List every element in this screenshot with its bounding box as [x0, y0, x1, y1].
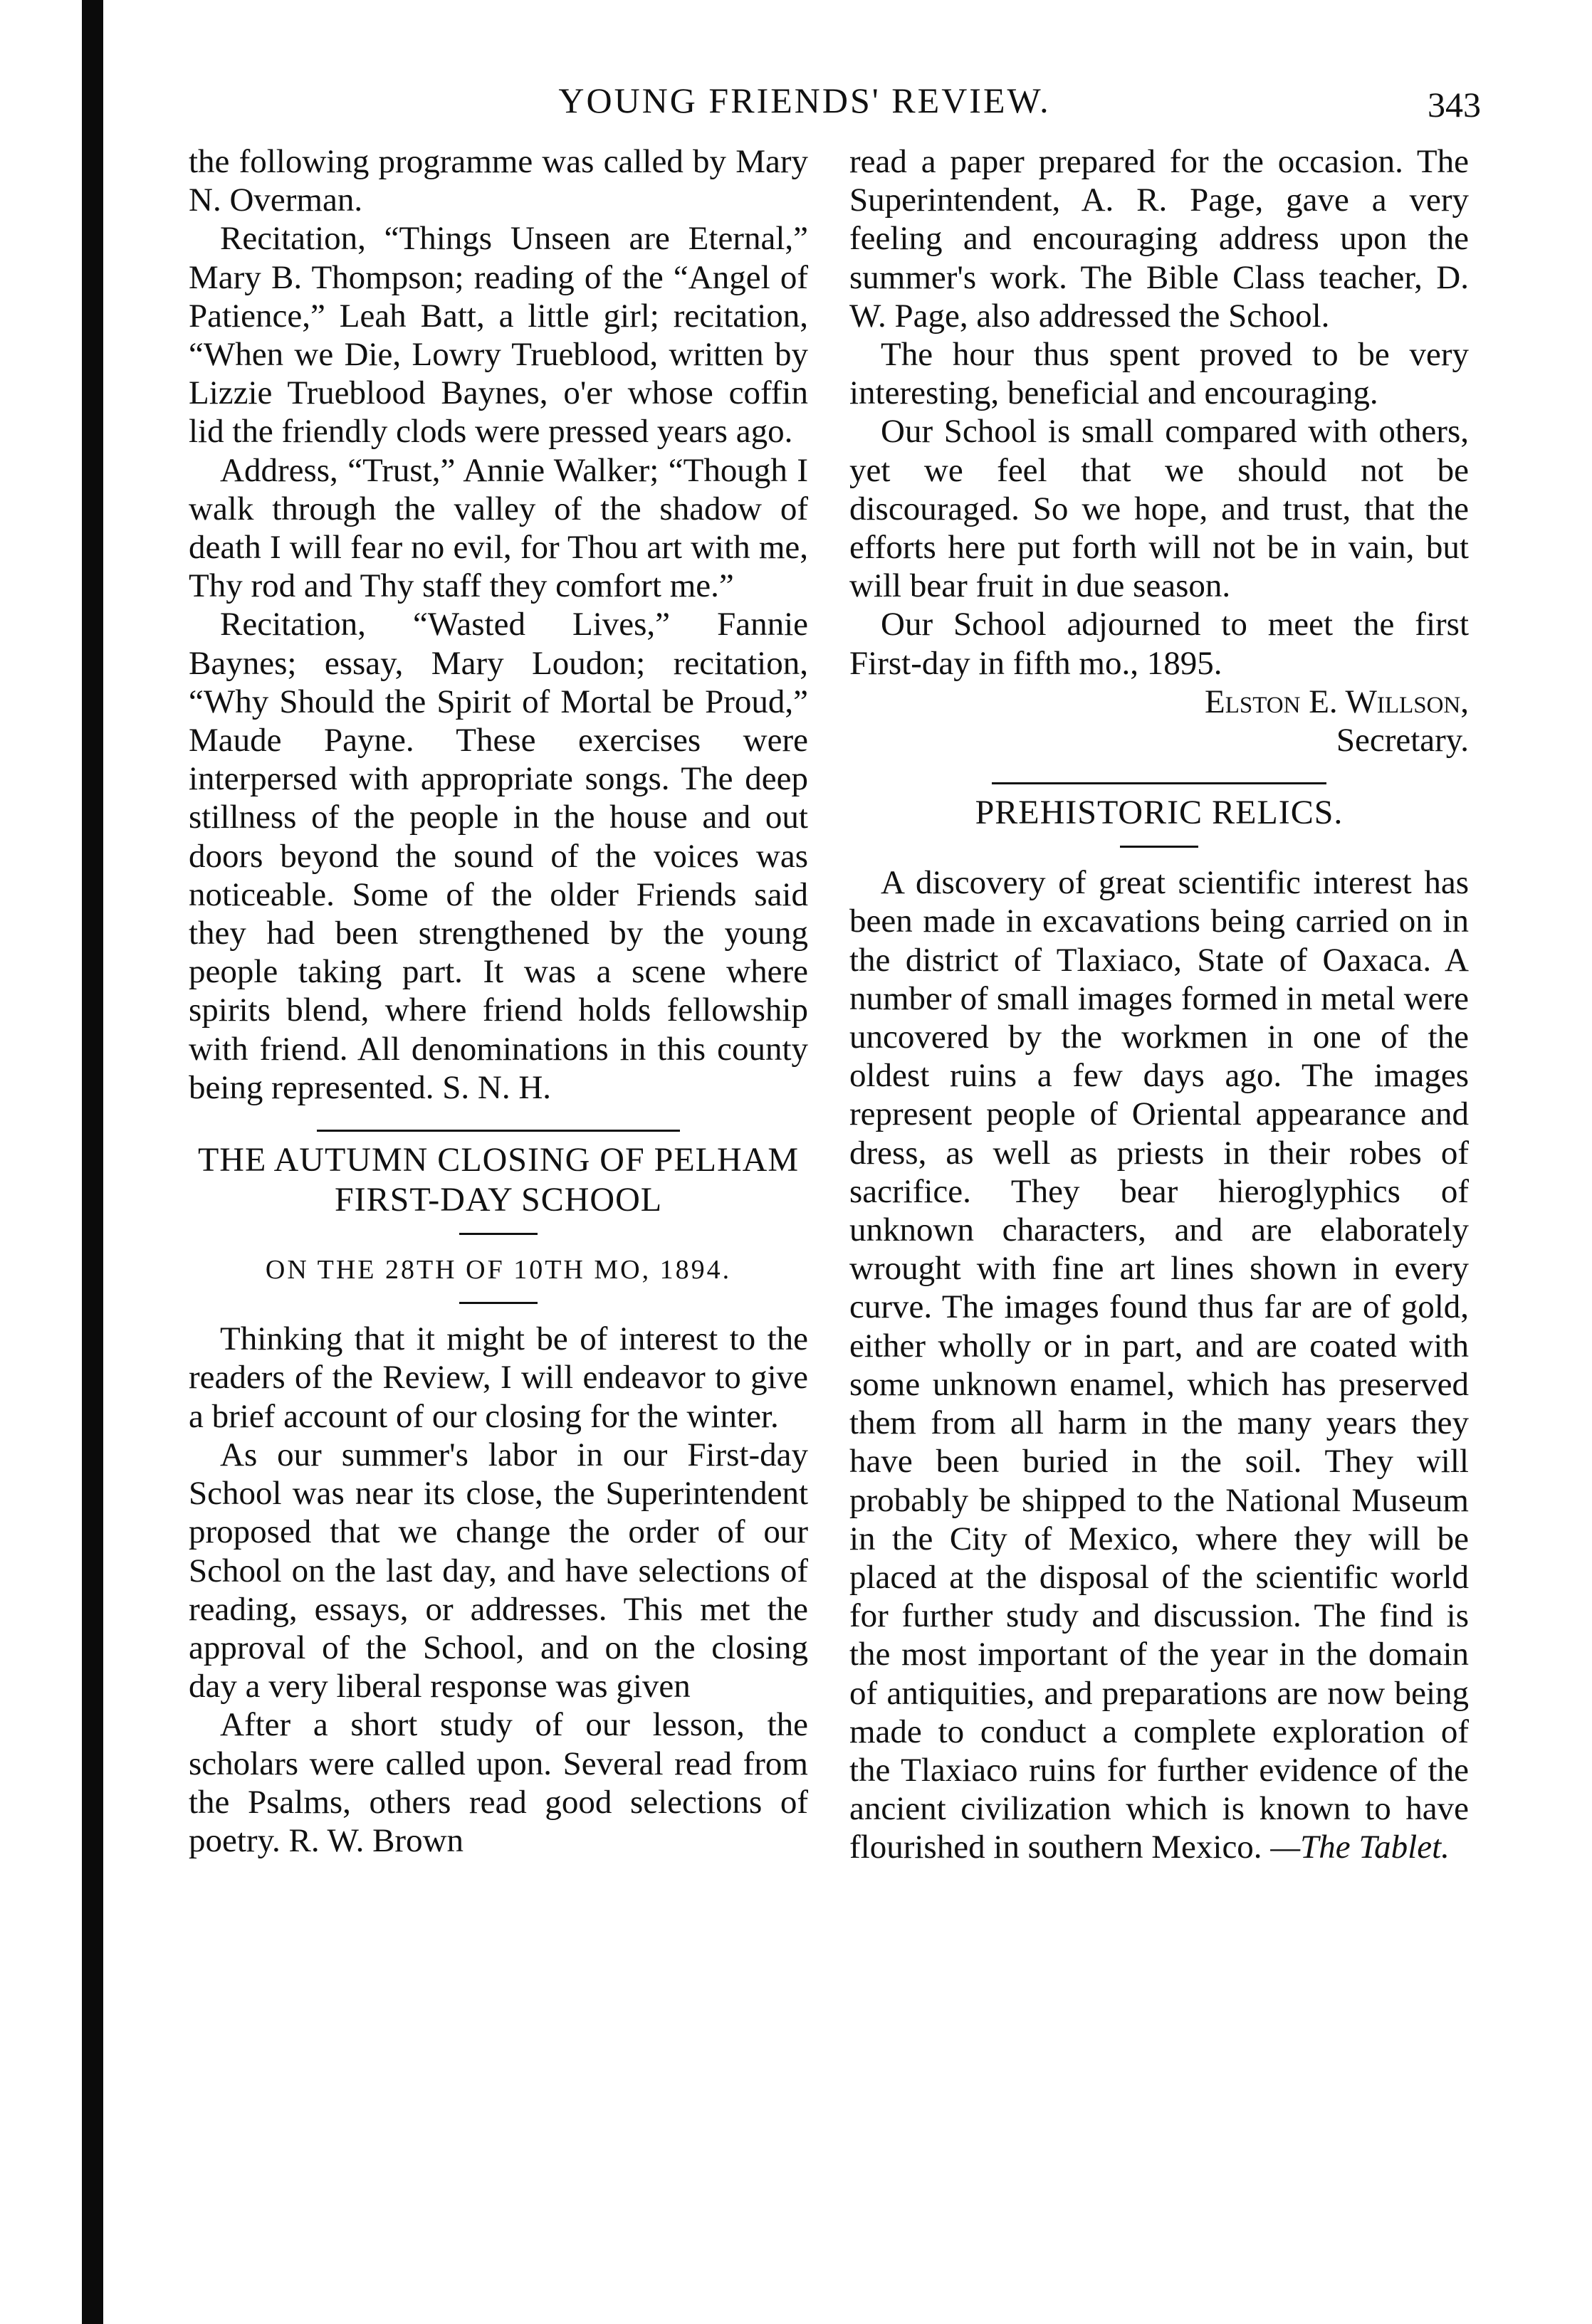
section-divider [992, 782, 1326, 784]
article-title: THE AUTUMN CLOSING OF PELHAM FIRST-DAY SCHOOL [197, 1141, 800, 1219]
paragraph: read a paper prepared for the occasion. The Superintendent, A. R. Page, gave a very feeling and encouraging address upon the summer's work. The Bible Class teacher, D. W. Page, also addressed the School. [849, 143, 1469, 335]
signature-name: Elston E. Willson, [1205, 683, 1469, 720]
article-body [849, 863, 1469, 1866]
paragraph: Our School is small compared with others, yet we feel that we should not be discouraged. So we hope, and trust, that the efforts here put forth will not be in vain, but will bear fruit in due season. [849, 413, 1469, 605]
article-title: PREHISTORIC RELICS. [975, 794, 1344, 832]
subtitle-divider [459, 1302, 538, 1304]
title-divider [459, 1233, 538, 1235]
page-header [128, 80, 1481, 130]
section-divider [317, 1130, 680, 1132]
title-divider [1120, 846, 1198, 848]
signature-role: Secretary. [1336, 722, 1469, 759]
attribution: —The Tablet. [1270, 1829, 1450, 1866]
left-column [189, 142, 808, 1860]
paragraph: Recitation, “Wasted Lives,” Fannie Baynes; essay, Mary Loudon; recitation, “Why Should the Spirit of Mortal be Proud,” Maude Payne. These exercises were interpersed with appropriate songs. The deep stillness of the people in the house and out doors beyond the sound of the voices was noticeable. Some of the older Friends said they had been strengthened by the young people taking part. It was a scene where spirits blend, where friend holds fellowship with friend. All denominations in this county being represented. S. N. H. [189, 606, 808, 1106]
paragraph: the following programme was called by Mary N. Overman. [189, 143, 808, 219]
paragraph: Thinking that it might be of interest to the readers of the Review, I will endeavor to give a brief account of our closing for the winter. [189, 1320, 808, 1435]
paragraph: After a short study of our lesson, the scholars were called upon. Several read from the Psalms, others read good selections of poetry. R. W. Brown [189, 1706, 808, 1859]
paragraph: Address, “Trust,” Annie Walker; “Though I walk through the valley of the shadow of death I will fear no evil, for Thou art with me, Thy rod and Thy staff they comfort me.” [189, 451, 808, 605]
paragraph: Our School adjourned to meet the first First-day in fifth mo., 1895. [849, 606, 1469, 682]
article-body-text: A discovery of great scientific interest has been made in excavations being carried on in the district of Tlaxiaco, State of Oaxaca. A number of small images formed in metal were uncovered by the workmen in one of the oldest ruins a few days ago. The images represent people of Oriental appearance and dress, as well as priests in their robes of sacrifice. They bear hieroglyphics of unknown characters, and are elaborately wrought with fine art lines shown in every curve. The images found thus far are of gold, either wholly or in part, and are coated with some unknown enamel, which has preserved them from all harm in the many years they have been buried in the soil. They will probably be shipped to the National Museum in the City of Mexico, where they will be placed at the disposal of the scientific world for further study and discussion. The find is the most important of the year in the domain of antiquities, and preparations are now being made to conduct a complete exploration of the Tlaxiaco ruins for further evidence of the ancient civilization which is known to have flourished in southern Mexico. [849, 864, 1469, 1866]
paragraph: The hour thus spent proved to be very interesting, beneficial and encouraging. [849, 336, 1469, 412]
running-title: YOUNG FRIENDS' REVIEW. [558, 80, 1051, 120]
page-number: 343 [1428, 85, 1481, 125]
paragraph: As our summer's labor in our First-day School was near its close, the Superintendent proposed that we change the order of our School on the last day, and have selections of reading, essays, or addresses. This met the approval of the School, and on the closing day a very liberal response was given [189, 1436, 808, 1705]
binding-edge [82, 0, 103, 2324]
article-subtitle: ON THE 28TH OF 10TH MO, 1894. [265, 1255, 732, 1285]
paragraph: Recitation, “Things Unseen are Eternal,” Mary B. Thompson; reading of the “Angel of Patience,” Leah Batt, a little girl; recitation, “When we Die, Lowry Trueblood, written by Lizzie Trueblood Baynes, o'er whose coffin lid the friendly clods were pressed years ago. [189, 220, 808, 451]
right-column [849, 142, 1469, 1867]
